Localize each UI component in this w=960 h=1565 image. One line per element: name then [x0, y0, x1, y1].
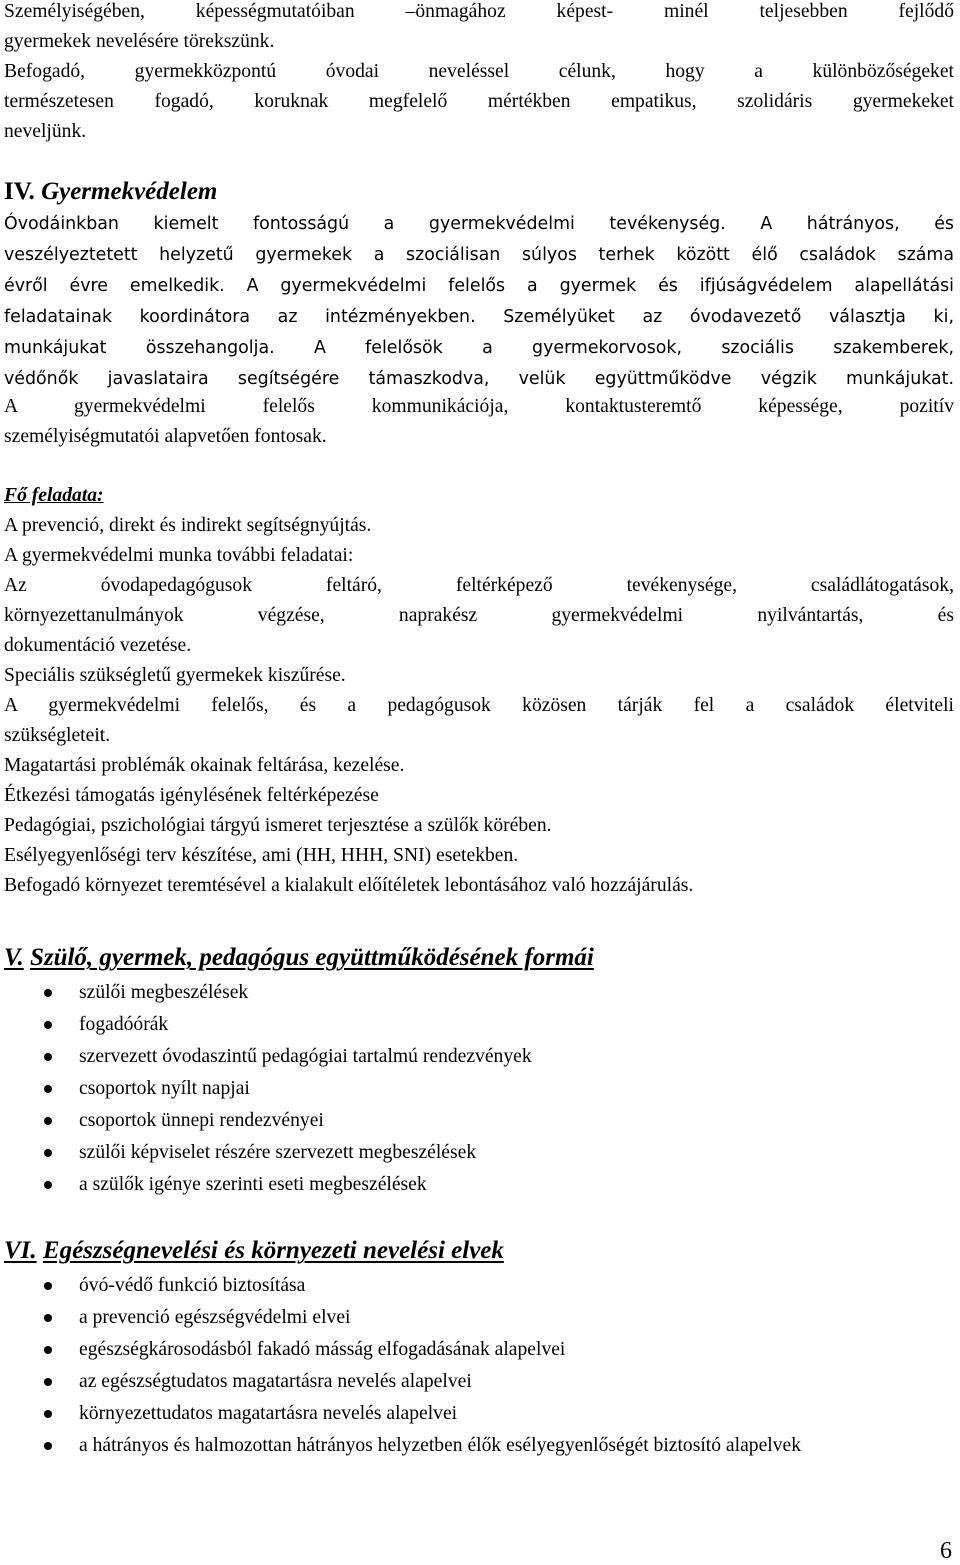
section-4-heading	[4, 177, 217, 207]
list-item: szülői képviselet részére szervezett megbeszélések	[4, 1137, 954, 1169]
section-4-line-1: Óvodáinkban kiemelt fontosságú a gyermekvédelmi tevékenység. A hátrányos, és	[4, 214, 954, 234]
section-4-number: IV.	[4, 178, 35, 205]
task-line-3: Az óvodapedagógusok feltáró, feltérképező tevékenysége, családlátogatások,	[4, 575, 954, 596]
list-item: szülői megbeszélések	[4, 977, 954, 1009]
task-line-4: környezettanulmányok végzése, naprakész gyermekvédelmi nyilvántartás, és	[4, 605, 954, 626]
list-item: az egészségtudatos magatartásra nevelés alapelvei	[4, 1366, 954, 1398]
bullet-icon	[44, 1378, 52, 1386]
list-item: egészségkárosodásból fakadó másság elfogadásának alapelvei	[4, 1334, 954, 1366]
main-task-label: Fő feladata:	[4, 485, 104, 506]
list-item: a hátrányos és halmozottan hátrányos helyzetben élők esélyegyenlőségét biztosító alapelvek	[4, 1430, 954, 1462]
list-item: a szülők igénye szerinti eseti megbeszélések	[4, 1169, 954, 1201]
list-item: a prevenció egészségvédelmi elvei	[4, 1302, 954, 1334]
task-line-6: Speciális szükségletű gyermekek kiszűrése.	[4, 665, 346, 686]
bullet-icon	[44, 989, 52, 997]
bullet-icon	[44, 1282, 52, 1290]
section-4-line-4: feladatainak koordinátora az intézményekben. Személyüket az óvodavezető választja ki,	[4, 307, 954, 327]
bullet-icon	[44, 1053, 52, 1061]
bullet-icon	[44, 1149, 52, 1157]
task-line-7: A gyermekvédelmi felelős, és a pedagógusok közösen tárják fel a családok életviteli	[4, 695, 954, 716]
bullet-icon	[44, 1314, 52, 1322]
section-4-line-2: veszélyeztetett helyzetű gyermekek a szociálisan súlyos terhek között élő családok száma	[4, 245, 954, 265]
intro-line-3: Befogadó, gyermekközpontú óvodai neveléssel célunk, hogy a különbözőségeket	[4, 61, 954, 82]
task-line-9: Magatartási problémák okainak feltárása, kezelése.	[4, 755, 405, 776]
intro-line-1: Személyiségében, képességmutatóiban –önmagához képest- minél teljesebben fejlődő	[4, 1, 954, 22]
task-line-13: Befogadó környezet teremtésével a kialakult előítéletek lebontásához való hozzájárulás.	[4, 875, 694, 896]
bullet-icon	[44, 1410, 52, 1418]
section-6-heading	[4, 1236, 504, 1266]
list-item: csoportok ünnepi rendezvényei	[4, 1105, 954, 1137]
task-line-1: A prevenció, direkt és indirekt segítségnyújtás.	[4, 515, 372, 536]
task-line-8: szükségleteit.	[4, 725, 111, 746]
bullet-icon	[44, 1346, 52, 1354]
section-6-title: Egészségnevelési és környezeti nevelési elvek	[42, 1237, 504, 1264]
task-line-12: Esélyegyenlőségi terv készítése, ami (HH, HHH, SNI) esetekben.	[4, 845, 519, 866]
task-line-10: Étkezési támogatás igénylésének feltérképezése	[4, 785, 379, 806]
section-5-list	[4, 977, 954, 1201]
section-4-title: Gyermekvédelem	[41, 178, 218, 205]
bullet-icon	[44, 1021, 52, 1029]
section-5-heading	[4, 943, 594, 973]
intro-line-2: gyermekek nevelésére törekszünk.	[4, 31, 275, 52]
task-line-5: dokumentáció vezetése.	[4, 635, 192, 656]
list-item: környezettudatos magatartásra nevelés alapelvei	[4, 1398, 954, 1430]
list-item: csoportok nyílt napjai	[4, 1073, 954, 1105]
section-4-line-6: védőnők javaslataira segítségére támaszkodva, velük együttműködve végzik munkájukat.	[4, 369, 954, 389]
intro-line-5: neveljünk.	[4, 121, 87, 142]
section-4-line-8: személyiségmutatói alapvetően fontosak.	[4, 426, 327, 447]
list-item: fogadóórák	[4, 1009, 954, 1041]
task-line-2: A gyermekvédelmi munka további feladatai:	[4, 545, 354, 566]
task-line-11: Pedagógiai, pszichológiai tárgyú ismeret terjesztése a szülők körében.	[4, 815, 552, 836]
section-4-line-3: évről évre emelkedik. A gyermekvédelmi felelős a gyermek és ifjúságvédelem alapellátási	[4, 276, 954, 296]
list-item: szervezett óvodaszintű pedagógiai tartalmú rendezvények	[4, 1041, 954, 1073]
section-4-line-7: A gyermekvédelmi felelős kommunikációja, kontaktusteremtő képessége, pozitív	[4, 396, 954, 417]
bullet-icon	[44, 1085, 52, 1093]
section-4-line-5: munkájukat összehangolja. A felelősök a gyermekorvosok, szociális szakemberek,	[4, 338, 954, 358]
bullet-icon	[44, 1181, 52, 1189]
intro-line-4: természetesen fogadó, koruknak megfelelő mértékben empatikus, szolidáris gyermekeket	[4, 91, 954, 112]
list-item: óvó-védő funkció biztosítása	[4, 1270, 954, 1302]
section-5-number: V.	[4, 944, 24, 971]
bullet-icon	[44, 1117, 52, 1125]
section-5-title: Szülő, gyermek, pedagógus együttműködésének formái	[29, 944, 594, 971]
page-number: 6	[940, 1538, 952, 1564]
bullet-icon	[44, 1442, 52, 1450]
section-6-number: VI.	[4, 1237, 37, 1264]
section-6-list	[4, 1270, 954, 1462]
